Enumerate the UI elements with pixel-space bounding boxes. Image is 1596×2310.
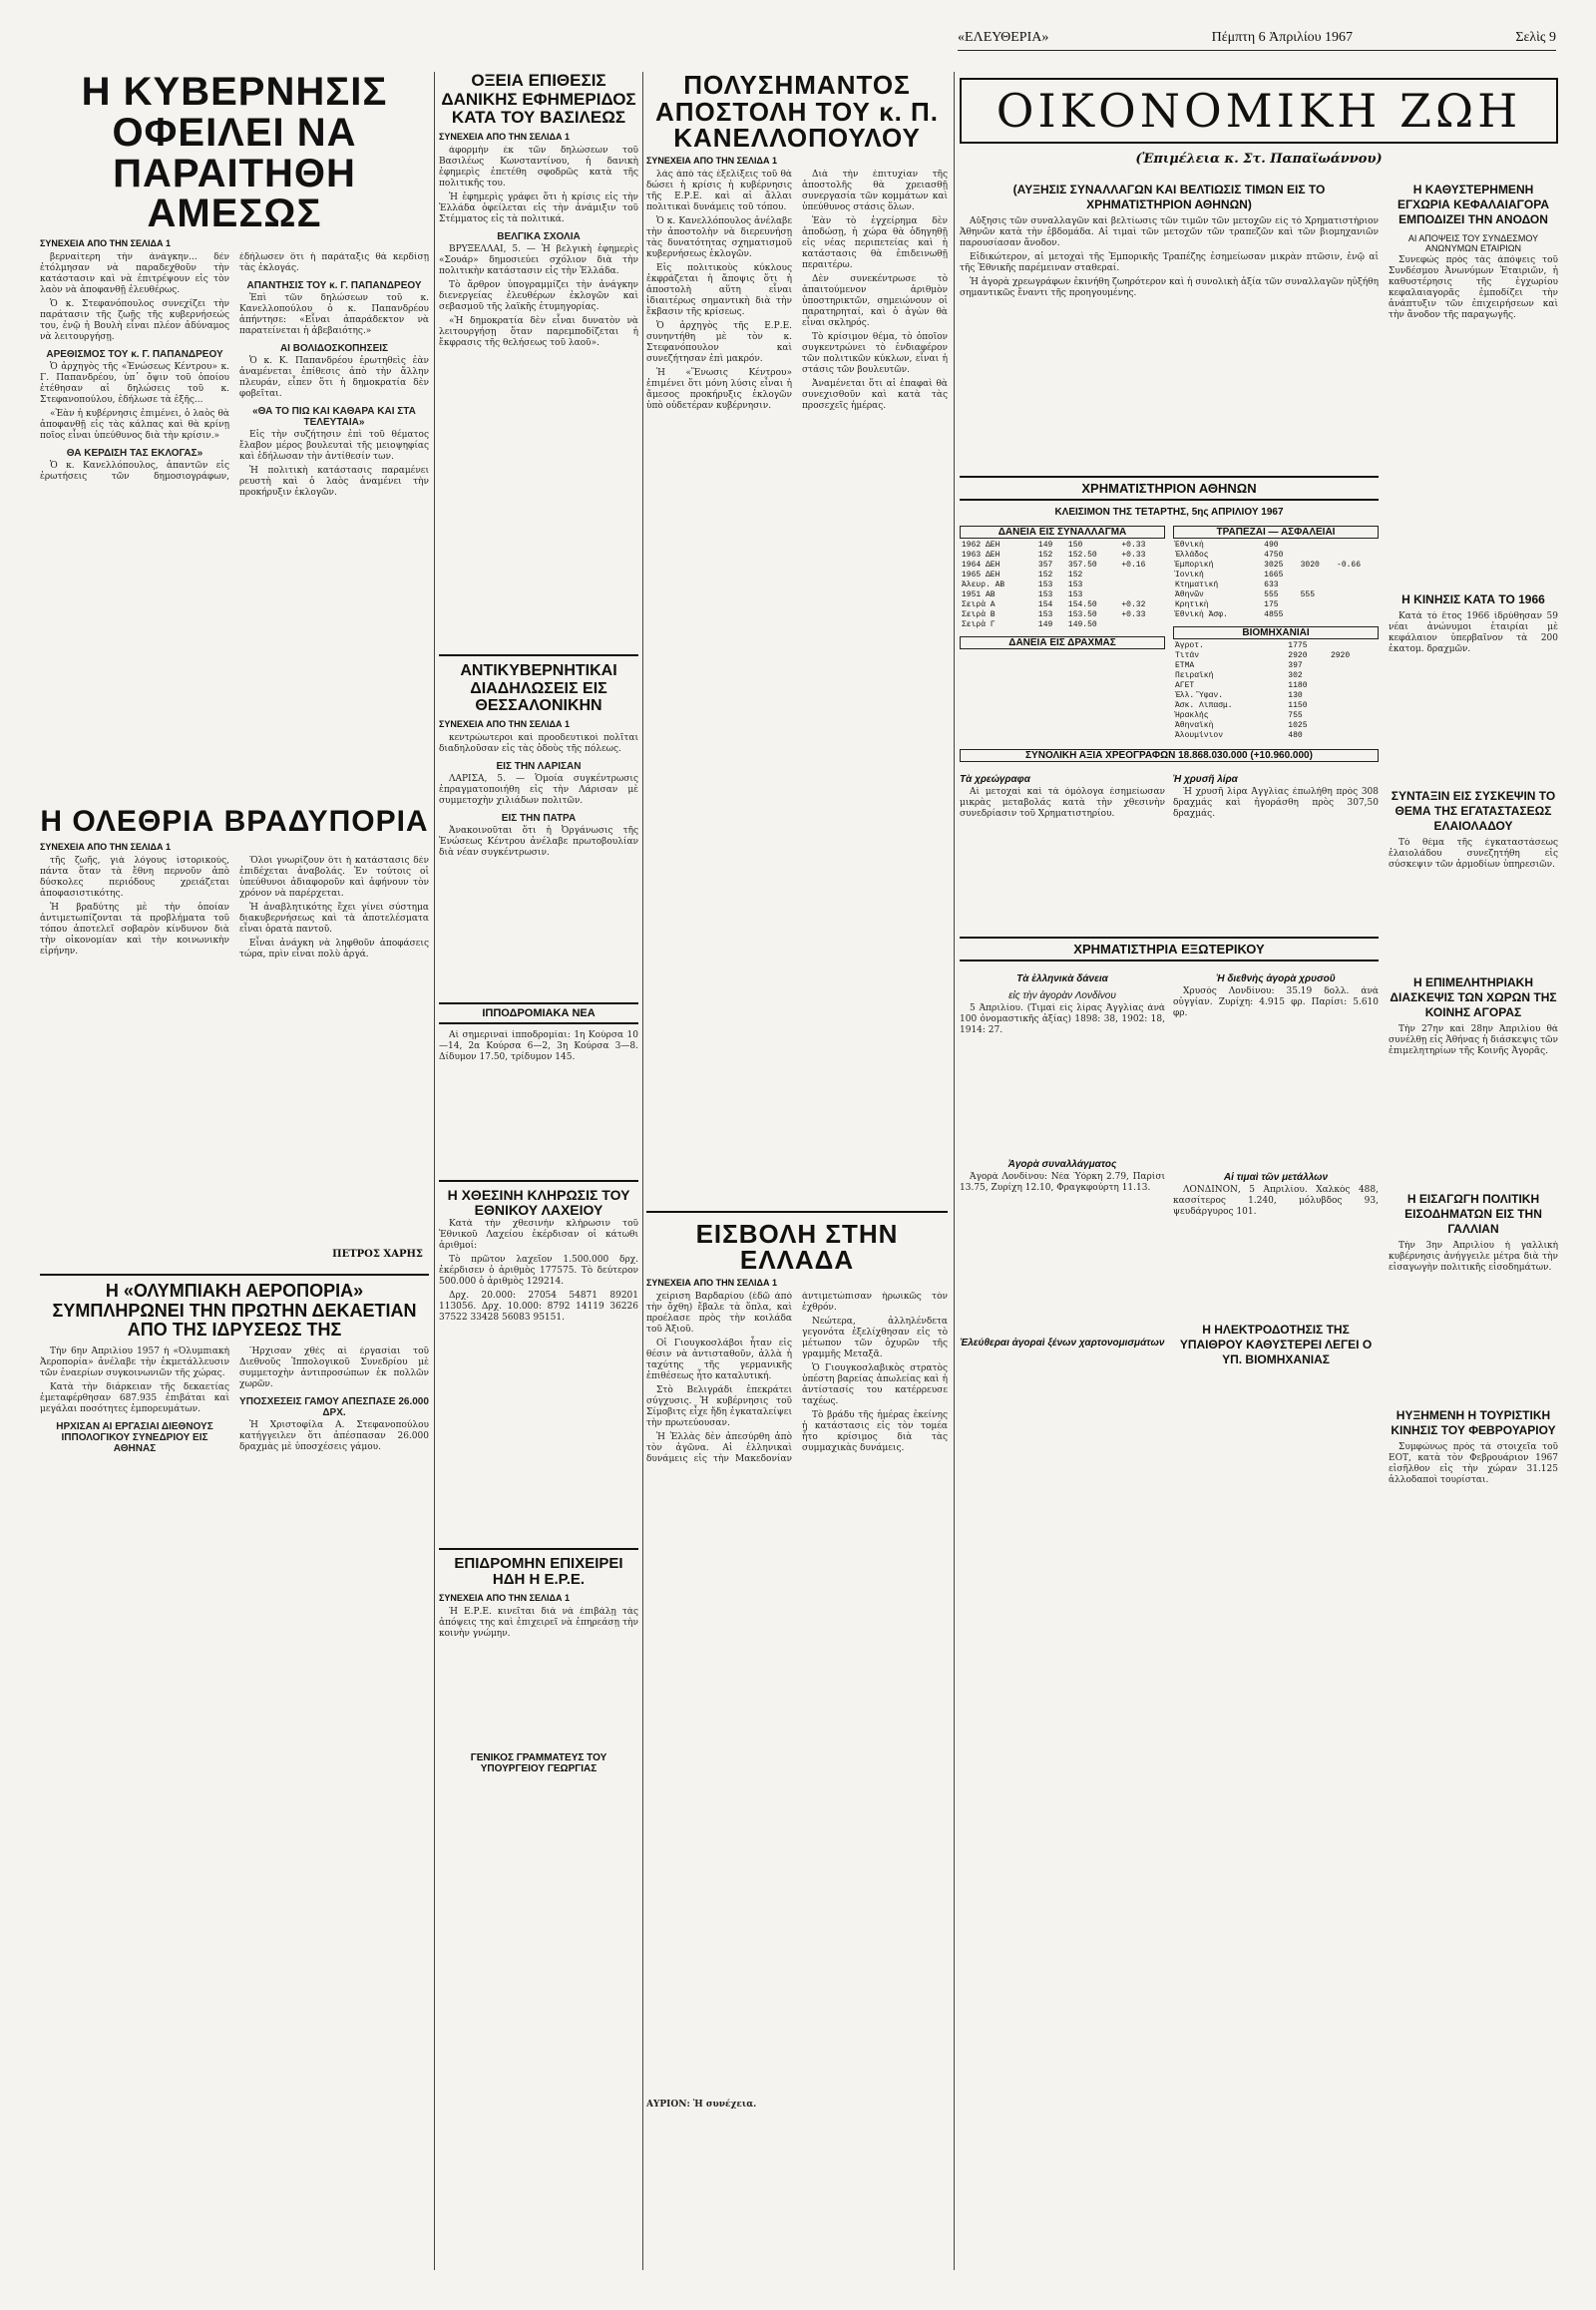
headline-olympic-airways: Η «ΟΛΥΜΠΙΑΚΗ ΑΕΡΟΠΟΡΙΑ» ΣΥΜΠΛΗΡΩΝΕΙ ΤΗΝ ΠΡΩΤΗΝ ΔΕΚΑΕΤΙΑΝ ΑΠΟ ΤΗΣ ΙΔΡΥΣΕΩΣ ΤΗΣ (40, 1274, 429, 1341)
stock-row (1173, 590, 1379, 600)
stock-cell (1299, 541, 1335, 551)
stock-cell: +0.33 (1121, 541, 1146, 550)
stock-cell: 1962 ΔΕΗ (962, 541, 1000, 550)
banks-head: ΤΡΑΠΕΖΑΙ — ΑΣΦΑΛΕΙΑΙ (1173, 526, 1379, 539)
stock-cell: Ἐμπορική (1175, 561, 1214, 570)
section-banner: ΙΠΠΟΔΡΟΜΙΑΚΑ ΝΕΑ (439, 1002, 638, 1024)
stock-cell (1335, 610, 1379, 620)
stock-cell (1329, 711, 1372, 721)
headline-invasion-greece: ΕΙΣΒΟΛΗ ΣΤΗΝ ΕΛΛΑΔΑ (646, 1211, 948, 1274)
side-sub: ΑΙ ΑΠΟΨΕΙΣ ΤΟΥ ΣΥΝΔΕΣΜΟΥ ΑΝΩΝΥΜΩΝ ΕΤΑΙΡΙΩΝ (1407, 233, 1539, 253)
economy-main (960, 175, 1379, 1592)
stock-cell (1372, 661, 1379, 671)
stock-cell: +0.16 (1121, 561, 1146, 570)
continuation-label: ΣΥΝΕΧΕΙΑ ΑΠΟ ΤΗΝ ΣΕΛΙΔΑ 1 (646, 155, 777, 166)
subhead: ΥΠΟΣΧΕΣΕΙΣ ΓΑΜΟΥ ΑΠΕΣΠΑΣΕ 26.000 ΔΡΧ. (239, 1396, 429, 1419)
article-body: Συνεφώς πρὸς τὰς ἀπόψεις τοῦ Συνδέσμου Ἀνωνύμων Ἑταιριῶν, ἡ καθυστέρησις τῆς ἐγχωρίου κεφαλαιαγορᾶς ἐμποδίζει τὴν ἀνάπτυξιν τῶν ἐπιχειρήσεων καὶ τὴν ἄνοδον τῆς παραγωγῆς. (1389, 255, 1558, 320)
stock-row (960, 620, 1165, 630)
stock-cell: 3020 (1300, 561, 1320, 570)
stock-cell (1119, 590, 1165, 600)
free-market-head: Ἐλεύθεραι ἀγοραὶ ξένων χαρτονομισμάτων (960, 1338, 1165, 1348)
stock-row (1173, 571, 1379, 580)
headline-fatal-delay: Η ΟΛΕΘΡΙΑ ΒΡΑΔΥΠΟΡΙΑ (40, 805, 429, 839)
stock-cell: 633 (1264, 580, 1279, 589)
stock-cell: Ἀσκ. Λιπασμ. (1175, 701, 1233, 710)
stock-cell: 149 (1037, 620, 1053, 629)
side-headline: Η ΕΙΣΑΓΩΓΗ ΠΟΛΙΤΙΚΗ ΕΙΣΟΔΗΜΑΤΩΝ ΕΙΣ ΤΗΝ ΓΑΛΛΙΑΝ (1404, 1192, 1542, 1236)
article-body: χείριση Βαρδαρίου (ἐδῶ ἀπὸ τὴν ὄχθη) ἔβαλε τὰ ὅπλα, καὶ προέλασε πρὸς τὴν κοιλάδα τοῦ Ἀξιοῦ. Οἱ Γιουγκοσλάβοι ἦταν εἰς θέσιν νὰ ἀντισταθοῦν, ἀλλὰ ἡ ταχύτης τῆς γερμανικῆς ἐπιθέσεως ἦτο καταλυτική. Στὸ Βελιγράδι ἐπεκράτει σύγχυσις. Ἡ κυβέρνησις τοῦ Σίμοβιτς εἶχε ἤδη ἐγκαταλείψει τὴν πρωτεύουσαν. Ἡ Ἑλλὰς δὲν ἀπεσύρθη ἀπὸ τὸν ἀγῶνα. Αἱ ἑλληνικαὶ δυνάμεις εἰς τὴν Μακεδονίαν ἀντιμετώπισαν ἡρωικῶς τὸν ἐχθρόν. Νεώτερα, ἀλληλένδετα γεγονότα ἐξελίχθησαν εἰς τὸ μέτωπον τῶν ὀχυρῶν τῆς γραμμῆς Μεταξᾶ. Ὁ Γιουγκοσλαβικὸς στρατὸς ὑπέστη βαρείας ἀπωλείας καὶ ἡ ἀντίστασίς του κατέρρευσε ταχέως. Τὸ βράδυ τῆς ἡμέρας ἐκείνης ἡ κατάστασις εἰς τὸν τομέα ἦτο κρίσιμος διὰ τὰς συμμαχικὰς δυνάμεις. (646, 1291, 948, 1464)
stock-row (1173, 701, 1379, 711)
stock-cell (1119, 620, 1165, 630)
stock-cell: 1025 (1288, 721, 1308, 730)
loans-rows (960, 541, 1165, 630)
continuation-label: ΣΥΝΕΧΕΙΑ ΑΠΟ ΤΗΝ ΣΕΛΙΔΑ 1 (646, 1277, 777, 1288)
stock-cell (1335, 590, 1379, 600)
article-body: ΛΟΝΔΙΝΟΝ, 5 Ἀπριλίου. Χαλκὸς 488, κασσίτερος 1.240, μόλυβδος 93, ψευδάργυρος 101. (1173, 1185, 1379, 1217)
stock-row (960, 600, 1165, 610)
stock-cell: 555 (1300, 590, 1315, 599)
stock-cell (1372, 671, 1379, 681)
lead-headline: (ΑΥΞΗΣΙΣ ΣΥΝΑΛΛΑΓΩΝ ΚΑΙ ΒΕΛΤΙΩΣΙΣ ΤΙΜΩΝ ΕΙΣ ΤΟ ΧΡΗΜΑΤΙΣΤΗΡΙΟΝ ΑΘΗΝΩΝ) (1012, 183, 1326, 211)
stock-cell (1372, 731, 1379, 741)
stock-cell (1335, 600, 1379, 610)
headline-government-resign: Η ΚΥΒΕΡΝΗΣΙΣ ΟΦΕΙΛΕΙ ΝΑ ΠΑΡΑΙΤΗΘΗ ΑΜΕΣΩΣ (81, 72, 388, 236)
total-value: ΣΥΝΟΛΙΚΗ ΑΞΙΑ ΧΡΕΟΓΡΑΦΩΝ 18.868.030.000 (+10.960.000) (960, 749, 1379, 762)
issue-date: Πέμπτη 6 Ἀπριλίου 1967 (1211, 30, 1354, 45)
page-number: Σελὶς 9 (1515, 30, 1556, 45)
stock-cell (1329, 691, 1372, 701)
side-headline: ΗΥΞΗΜΕΝΗ Η ΤΟΥΡΙΣΤΙΚΗ ΚΙΝΗΣΙΣ ΤΟΥ ΦΕΒΡΟΥΑΡΙΟΥ (1391, 1408, 1556, 1437)
stock-cell: Ἐθνικὴ (1175, 541, 1204, 550)
column-rule (642, 72, 643, 2270)
stock-cell: Ἀλουμίνιον (1175, 731, 1224, 740)
subhead: ΕΙΣ ΤΗΝ ΠΑΤΡΑ (501, 812, 577, 824)
stock-cell: 357.50 (1067, 561, 1097, 570)
london-head: εἰς τὴν ἀγορὰν Λονδίνου (1008, 990, 1116, 1001)
stock-row (1173, 681, 1379, 691)
stock-cell (1299, 551, 1335, 561)
headline-ere: ΕΠΙΔΡΟΜΗΝ ΕΠΙΧΕΙΡΕΙ ΗΔΗ Η Ε.Ρ.Ε. (439, 1548, 638, 1589)
stock-cell: +0.33 (1121, 551, 1146, 560)
stock-cell (1335, 571, 1379, 580)
stock-cell (1372, 641, 1379, 651)
stock-cell: Ἀγροτ. (1175, 641, 1204, 650)
stock-row (1173, 610, 1379, 620)
stock-cell: 153.50 (1067, 610, 1097, 619)
stock-cell (1329, 721, 1372, 731)
stock-cell: 4750 (1264, 551, 1284, 560)
article-body: Τὸ θέμα τῆς ἐγκαταστάσεως ἐλαιολάδου συνεζητήθη εἰς σύσκεψιν τῶν ἁρμοδίων ὑπηρεσιῶν. (1389, 838, 1558, 870)
stock-cell: 490 (1264, 541, 1279, 550)
stock-cell: 755 (1288, 711, 1303, 720)
stock-cell (1299, 610, 1335, 620)
stock-cell: Ἀθηνῶν (1175, 590, 1204, 599)
stock-exchange-sub: ΚΛΕΙΣΙΜΟΝ ΤΗΣ ΤΕΤΑΡΤΗΣ, 5ης ΑΠΡΙΛΙΟΥ 1967 (1054, 507, 1284, 518)
column-kanellopoulos (646, 72, 948, 2266)
side-headline: Η ΚΙΝΗΣΙΣ ΚΑΤΑ ΤΟ 1966 (1401, 592, 1545, 606)
stock-cell: 152.50 (1067, 551, 1097, 560)
subhead: ΕΙΣ ΤΗΝ ΛΑΡΙΣΑΝ (496, 760, 582, 772)
stock-cell: Ἀλευρ. ΑΒ (962, 580, 1005, 589)
stock-cell: 153 (1037, 610, 1053, 619)
side-headline: Η ΚΑΘΥΣΤΕΡΗΜΕΝΗ ΕΓΧΩΡΙΑ ΚΕΦΑΛΑΙΑΓΟΡΑ ΕΜΠΟΔΙΖΕΙ ΤΗΝ ΑΝΟΔΟΝ (1396, 183, 1550, 226)
industry-rows (1173, 641, 1379, 741)
article-body: Αὔξησις τῶν συναλλαγῶν καὶ βελτίωσις τῶν τιμῶν τῶν μετοχῶν εἰς τὸ Χρηματιστήριον Ἀθηνῶν κατὰ τὴν ἑβδομάδα. Αἱ τιμαὶ τῶν μετοχῶν τῶν τραπεζῶν καὶ τῶν βιομηχανιῶν παρουσίασαν ἄνοδον. Εἰδικώτερον, αἱ μετοχαὶ τῆς Ἐμπορικῆς Τραπέζης ἐσημείωσαν μικρὰν πτῶσιν, ἐνῷ αἱ τῆς Ἐθνικῆς παρέμειναν σταθεραί. Ἡ ἀγορὰ χρεωγράφων ἐκινήθη ζωηρότερον καὶ ἡ συνολικὴ ἀξία τῶν συναλλαγῶν ηὐξήθη σημαντικῶς ἔναντι τῆς προηγουμένης. (960, 216, 1379, 298)
stock-cell: Ἐθνικὴ Ἀσφ. (1175, 610, 1228, 619)
stock-row (960, 571, 1165, 580)
continuation-label: ΣΥΝΕΧΕΙΑ ΑΠΟ ΤΗΝ ΣΕΛΙΔΑ 1 (439, 132, 570, 143)
subhead: ΑΙ ΒΟΛΙΔΟΣΚΟΠΗΣΕΙΣ (279, 343, 389, 355)
stock-cell: 152 (1067, 571, 1083, 579)
stock-cell: 130 (1288, 691, 1303, 700)
article-body: κεντρώωτεροι καὶ προοδευτικοὶ πολῖται διαδηλοῦσαν εἰς τὰς ὁδοὺς τῆς πόλεως. ΕΙΣ ΤΗΝ ΛΑΡΙΣΑΝ ΛΑΡΙΣΑ, 5. — Ὁμοία συγκέντρωσις ἐπραγματοποιήθη εἰς τὴν Λάρισαν μὲ συμμετοχὴν χιλιάδων πολιτῶν. ΕΙΣ ΤΗΝ ΠΑΤΡΑ Ἀνακοινοῦται ὅτι ἡ Ὀργάνωσις τῆς Ἑνώσεως Κέντρου ἀνέλαβε πρωτοβουλίαν διὰ νέαν συγκέντρωσιν. (439, 732, 638, 858)
stock-cell: 1964 ΔΕΗ (962, 561, 1000, 570)
stock-cell: 154 (1037, 600, 1053, 609)
side-headline: Η ΕΠΙΜΕΛΗΤΗΡΙΑΚΗ ΔΙΑΣΚΕΨΙΣ ΤΩΝ ΧΩΡΩΝ ΤΗΣ ΚΟΙΝΗΣ ΑΓΟΡΑΣ (1390, 975, 1557, 1019)
power-headline: Η ΗΛΕΚΤΡΟΔΟΤΗΣΙΣ ΤΗΣ ΥΠΑΙΘΡΟΥ ΚΑΘΥΣΤΕΡΕΙ ΛΕΓΕΙ Ο ΥΠ. ΒΙΟΜΗΧΑΝΙΑΣ (1179, 1323, 1373, 1366)
stock-cell (1329, 661, 1372, 671)
stock-cell: 152 (1037, 551, 1053, 560)
article-body: Κατὰ τὸ ἔτος 1966 ἱδρύθησαν 59 νέαι ἀνώνυμοι ἑταιρίαι μὲ κεφάλαιον ὑπερβαῖνον τὰ 200 ἑκατομ. δραχμῶν. (1389, 611, 1558, 654)
stock-row (1173, 721, 1379, 731)
banks-table (1173, 520, 1379, 741)
stock-cell: +0.33 (1121, 610, 1146, 619)
continuation-label: ΣΥΝΕΧΕΙΑ ΑΠΟ ΤΗΝ ΣΕΛΙΔΑ 1 (439, 718, 570, 729)
stock-cell: Ἰονική (1175, 571, 1204, 579)
stock-cell (1119, 571, 1165, 580)
column-rule (954, 72, 955, 2270)
continuation-label: ΣΥΝΕΧΕΙΑ ΑΠΟ ΤΗΝ ΣΕΛΙΔΑ 1 (40, 238, 171, 249)
economy-side (1389, 175, 1558, 1592)
stock-cell: Σειρὰ Γ (962, 620, 996, 629)
stock-row (960, 541, 1165, 551)
bonds-head: Τὰ χρεώγραφα (960, 774, 1030, 785)
stock-row (1173, 551, 1379, 561)
stock-cell: 1965 ΔΕΗ (962, 571, 1000, 579)
stock-cell: 3025 (1264, 561, 1284, 570)
stock-cell (1335, 551, 1379, 561)
stock-cell: 149 (1037, 541, 1053, 550)
stock-cell: 397 (1288, 661, 1303, 670)
stock-row (1173, 671, 1379, 681)
loans-head: ΔΑΝΕΙΑ ΕΙΣ ΣΥΝΑΛΛΑΓΜΑ (960, 526, 1165, 539)
stock-cell: 1775 (1288, 641, 1308, 650)
article-body: Τὴν 6ην Ἀπριλίου 1957 ἡ «Ὀλυμπιακὴ Ἀεροπορία» ἀνέλαβε τὴν ἐκμετάλλευσιν τῶν ἐναερίων συγκοινωνιῶν τῆς χώρας. Κατὰ τὴν διάρκειαν τῆς δεκαετίας ἐμεταφέρθησαν 687.935 ἐπιβάται καὶ μεγάλαι ποσότητες ἐμπορευμάτων. ΗΡΧΙΣΑΝ ΑΙ ΕΡΓΑΣΙΑΙ ΔΙΕΘΝΟΥΣ ΙΠΠΟΛΟΓΙΚΟΥ ΣΥΝΕΔΡΙΟΥ ΕΙΣ ΑΘΗΝΑΣ Ἤρχισαν χθὲς αἱ ἐργασίαι τοῦ Διεθνοῦς Ἱππολογικοῦ Συνεδρίου μὲ συμμετοχὴν ἀντιπροσώπων ἐκ πολλῶν χωρῶν. ΥΠΟΣΧΕΣΕΙΣ ΓΑΜΟΥ ΑΠΕΣΠΑΣΕ 26.000 ΔΡΧ. Ἡ Χριστοφίλα Α. Στεφανοπούλου κατήγγειλεν ὅτι ἀπέσπασαν 26.000 δραχμὰς μὲ ὑποσχέσεις γάμου. (40, 1347, 429, 1455)
subhead: «ΘΑ ΤΟ ΠΙΩ ΚΑΙ ΚΑΘΑΡΑ ΚΑΙ ΣΤΑ ΤΕΛΕΥΤΑΙΑ» (252, 406, 416, 429)
headline-demonstrations: ΑΝΤΙΚΥΒΕΡΝΗΤΙΚΑΙ ΔΙΑΔΗΛΩΣΕΙΣ ΕΙΣ ΘΕΣΣΑΛΟΝΙΚΗΝ (439, 654, 638, 715)
stock-row (1173, 580, 1379, 590)
stock-row (1173, 691, 1379, 701)
drachma-head: ΔΑΝΕΙΑ ΕΙΣ ΔΡΑΧΜΑΣ (960, 636, 1165, 649)
stock-cell: 149.50 (1067, 620, 1097, 629)
gold-head: Ἡ χρυσῆ λίρα (1173, 774, 1238, 785)
stock-cell: Ἀθηναϊκὴ (1175, 721, 1214, 730)
subhead: ΓΕΝΙΚΟΣ ΓΡΑΜΜΑΤΕΥΣ ΤΟΥ ΥΠΟΥΡΓΕΙΟΥ ΓΕΩΡΓΙΑΣ (470, 1751, 607, 1774)
stock-row (1173, 731, 1379, 741)
column-news (439, 72, 638, 2266)
stock-row (1173, 541, 1379, 551)
article-body: Κατὰ τὴν χθεσινὴν κλήρωσιν τοῦ Ἐθνικοῦ Λαχείου ἐκέρδισαν οἱ κάτωθι ἀριθμοί: Τὸ πρῶτον λαχεῖον 1.500.000 δρχ. ἐκέρδισεν ὁ ἀριθμὸς 177575. Τὸ δεύτερον 500.000 ὁ ἀριθμὸς 129214. Δρχ. 20.000: 27054 54871 89201 113056. Δρχ. 10.000: 8792 14119 36226 37522 33428 56083 95151. (439, 1218, 638, 1323)
article-body: Χρυσὸς Λονδίνου: 35.19 δολλ. ἀνὰ οὐγγίαν. Ζυρίχη: 4.915 φρ. Παρίσι: 5.610 φρ. (1173, 986, 1379, 1018)
article-body: Αἱ σημεριναὶ ἱπποδρομίαι: 1η Κούρσα 10—14, 2α Κούρσα 6—2, 3η Κούρσα 3—8. Δίδυμον 17.50, τρίδυμον 145. (439, 1029, 638, 1062)
stock-cell: Κρητικὴ (1175, 600, 1209, 609)
stock-cell (1119, 580, 1165, 590)
stock-cell: 357 (1037, 561, 1053, 570)
stock-cell: Τιτάν (1175, 651, 1200, 660)
stock-exchange-head: ΧΡΗΜΑΤΙΣΤΗΡΙΟΝ ΑΘΗΝΩΝ (960, 476, 1379, 501)
stock-cell (1329, 731, 1372, 741)
stock-cell (1329, 701, 1372, 711)
stock-row (960, 561, 1165, 571)
stock-cell: 302 (1288, 671, 1303, 680)
stock-cell: 154.50 (1067, 600, 1097, 609)
stock-row (960, 580, 1165, 590)
subhead: ΒΕΛΓΙΚΑ ΣΧΟΛΙΑ (497, 231, 581, 243)
gold-market-head: Ἡ διεθνὴς ἀγορὰ χρυσοῦ (1216, 973, 1336, 984)
banks-rows (1173, 541, 1379, 620)
stock-cell: 1951 ΑΒ (962, 590, 996, 599)
stock-cell (1372, 721, 1379, 731)
headline-lottery: Η ΧΘΕΣΙΝΗ ΚΛΗΡΩΣΙΣ ΤΟΥ ΕΘΝΙΚΟΥ ΛΑΧΕΙΟΥ (439, 1180, 638, 1219)
stock-cell: 150 (1067, 541, 1083, 550)
metals-head: Αἱ τιμαὶ τῶν μετάλλων (1223, 1172, 1329, 1183)
section-title-economy: ΟΙΚΟΝΟΜΙΚΗ ΖΩΗ (960, 78, 1558, 144)
headline-kanellopoulos-mission: ΠΟΛΥΣΗΜΑΝΤΟΣ ΑΠΟΣΤΟΛΗ ΤΟΥ κ. Π. ΚΑΝΕΛΛΟΠΟΥΛΟΥ (654, 72, 940, 154)
article-body: Ἡ χρυσῆ λίρα Ἀγγλίας ἐπωλήθη πρὸς 308 δραχμάς καὶ ἠγοράσθη πρὸς 307,50 δραχμάς. (1173, 787, 1379, 819)
article-body: ἀφορμὴν ἐκ τῶν δηλώσεων τοῦ Βασιλέως Κωνσταντίνου, ἡ δανικὴ ἐφημερὶς ἐπετέθη σφοδρῶς κατὰ τῆς πολιτικῆς του. Ἡ ἐφημερὶς γράφει ὅτι ἡ κρίσις εἰς τὴν Ἑλλάδα ὀφείλεται εἰς τὴν ἀνάμιξιν τοῦ Στέμματος εἰς τὰ πολιτικά. ΒΕΛΓΙΚΑ ΣΧΟΛΙΑ ΒΡΥΞΕΛΛΑΙ, 5. — Ἡ βελγικὴ ἐφημερὶς «Σουάρ» δημοσιεύει σχόλιον διὰ τὴν πολιτικὴν κατάστασιν εἰς τὴν Ἑλλάδα. Τὸ ἄρθρον ὑπογραμμίζει τὴν ἀνάγκην διενεργείας ἐλευθέρων ἐκλογῶν καὶ σεβασμοῦ τῆς λαϊκῆς ἐτυμηγορίας. «Ἡ δημοκρατία δὲν εἶναι δυνατὸν νὰ λειτουργήσῃ ὅταν παρεμποδίζεται ἡ ἔκφρασις τῆς θελήσεως τοῦ λαοῦ». (439, 146, 638, 349)
stock-cell: Πειραϊκή (1175, 671, 1214, 680)
stock-cell: 152 (1037, 571, 1053, 579)
column-rule (434, 72, 435, 2270)
stock-cell (1299, 571, 1335, 580)
stock-cell (1329, 681, 1372, 691)
stock-cell (1372, 651, 1379, 661)
subhead: ΑΠΑΝΤΗΣΙΣ ΤΟΥ κ. Γ. ΠΑΠΑΝΔΡΕΟΥ (246, 280, 422, 292)
side-headline: ΣΥΝΤΑΞΙΝ ΕΙΣ ΣΥΣΚΕΨΙΝ ΤΟ ΘΕΜΑ ΤΗΣ ΕΓΑΤΑΣΤΑΣΕΩΣ ΕΛΑΙΟΛΑΔΟΥ (1391, 789, 1556, 833)
stock-row (1173, 641, 1379, 651)
stock-row (960, 610, 1165, 620)
stock-cell: 1180 (1288, 681, 1308, 690)
stock-cell: 480 (1288, 731, 1303, 740)
stock-row (960, 590, 1165, 600)
stock-row (960, 551, 1165, 561)
stock-cell: 4855 (1264, 610, 1284, 619)
article-body: Τὴν 3ην Ἀπριλίου ἡ γαλλικὴ κυβέρνησις ἀνήγγειλε μέτρα διὰ τὴν εἰσαγωγὴν πολιτικῆς εἰσοδημάτων. (1389, 1241, 1558, 1273)
stock-cell (1299, 580, 1335, 590)
stock-cell (1372, 701, 1379, 711)
paper-name: «ΕΛΕΥΘΕΡΙΑ» (958, 30, 1049, 45)
foreign-markets-head: ΧΡΗΜΑΤΙΣΤΗΡΙΑ ΕΞΩΤΕΡΙΚΟΥ (960, 937, 1379, 962)
continuation-note: ΑΥΡΙΟΝ: Ἡ συνέχεια. (646, 2099, 757, 2110)
section-editor: (Ἐπιμέλεια κ. Στ. Παπαϊωάννου) (1135, 152, 1383, 167)
stock-cell: 153 (1037, 590, 1053, 599)
author-signature: ΠΕΤΡΟΣ ΧΑΡΗΣ (332, 1248, 423, 1260)
continuation-label: ΣΥΝΕΧΕΙΑ ΑΠΟ ΤΗΝ ΣΕΛΙΔΑ 1 (40, 841, 171, 852)
headline-danish-attack: ΟΞΕΙΑ ΕΠΙΘΕΣΙΣ ΔΑΝΙΚΗΣ ΕΦΗΜΕΡΙΔΟΣ ΚΑΤΑ ΤΟΥ ΒΑΣΙΛΕΩΣ (441, 72, 636, 128)
stock-cell: 1963 ΔΕΗ (962, 551, 1000, 560)
article-body: λάς ἀπὸ τὰς ἐξελίξεις τοῦ θὰ δώσει ἡ κρίσις ἡ κυβέρνησις τῆς Ε.Ρ.Ε. καὶ αἱ ἄλλαι πολιτικαὶ δυνάμεις τοῦ τόπου. Ὁ κ. Κανελλόπουλος ἀνέλαβε τὴν ἀποστολὴν νὰ διερευνήσῃ τὰς δυνατότητας σχηματισμοῦ κυβερνήσεως ἐκλογῶν. Εἰς πολιτικοὺς κύκλους ἐκφράζεται ἡ ἄποψις ὅτι ἡ ἀποστολὴ αὕτη εἶναι ἰδιαιτέρως σημαντικὴ διὰ τὴν ἔκβασιν τῆς κρίσεως. Ὁ ἀρχηγὸς τῆς Ε.Ρ.Ε. συνηντήθη μὲ τὸν κ. Στεφανόπουλον καὶ συνεζήτησαν ἐπὶ μακρόν. Ἡ «Ἕνωσις Κέντρου» ἐπιμένει ὅτι μόνη λύσις εἶναι ἡ ἄμεσος προκήρυξις ἐκλογῶν ὑπὸ οὐδετέραν κυβέρνησιν. Διὰ τὴν ἐπιτυχίαν τῆς ἀποστολῆς θὰ χρειασθῇ συνεργασία τῶν κομμάτων καὶ ὑπεύθυνος στάσις ὅλων. Ἐὰν τὸ ἐγχείρημα δὲν ἀποδώσῃ, ἡ χώρα θὰ ὁδηγηθῇ εἰς νέας περιπετείας καὶ ἡ κατάστασις θὰ ἐπιδεινωθῇ περαιτέρω. Δὲν συνεκέντρωσε τὸ ἀπαιτούμενον ἀριθμὸν ὑποστηρικτῶν, σημειώνουν οἱ παρατηρηταί, καὶ ὁ ἀγὼν θὰ εἶναι σκληρός. Τὸ κρίσιμον θέμα, τὸ ὁποῖον συγκεντρώνει τὸ ἐνδιαφέρον τῶν πολιτικῶν κύκλων, εἶναι ἡ στάσις τῶν βουλευτῶν. Ἀναμένεται ὅτι αἱ ἐπαφαὶ θὰ συνεχισθοῦν καὶ κατὰ τὰς προσεχεῖς ἡμέρας. (646, 169, 948, 411)
stock-row (1173, 600, 1379, 610)
stock-cell: Ἑλλάδος (1175, 551, 1209, 560)
stock-cell: 153 (1067, 580, 1083, 589)
stock-row (1173, 651, 1379, 661)
stock-cell (1372, 691, 1379, 701)
stock-cell (1299, 600, 1335, 610)
article-body: τῆς ζωῆς, γιὰ λόγους ἱστορικούς, πάντα ὅταν τὰ ἔθνη περνοῦν ἀπὸ δύσκολες περιόδους χρειάζεται ἀποφασιστικότης. Ἡ βραδύτης μὲ τὴν ὁποίαν ἀντιμετωπίζονται τὰ προβλήματα τοῦ τόπου ἀποτελεῖ σοβαρὸν κίνδυνον διὰ τὴν οἰκονομίαν καὶ τὴν κοινωνικὴν εἰρήνην. Ὅλοι γνωρίζουν ὅτι ἡ κατάστασις δὲν ἐπιδέχεται ἀναβολάς. Ἐν τούτοις οἱ ὑπεύθυνοι ἀδιαφοροῦν καὶ ἀφήνουν τὸν χρόνον νὰ παρέρχεται. Ἡ ἀναβλητικότης ἔχει γίνει σύστημα διακυβερνήσεως καὶ τὰ ἀποτελέσματα εἶναι ὁρατὰ παντοῦ. Εἶναι ἀνάγκη νὰ ληφθοῦν ἀποφάσεις τώρα, πρὶν εἶναι πολὺ ἀργά. (40, 855, 429, 960)
stock-cell: 1665 (1264, 571, 1284, 579)
stock-cell (1329, 641, 1372, 651)
column-politics (40, 72, 429, 2266)
stock-cell (1372, 681, 1379, 691)
stock-cell: Ἡρακλής (1175, 711, 1209, 720)
subhead: ΘΑ ΚΕΡΔΙΣΗ ΤΑΣ ΕΚΛΟΓΑΣ» (66, 448, 203, 460)
stock-row (1173, 561, 1379, 571)
article-body: βερναίτερη τὴν ἀνάγκην... δὲν ἐτόλμησαν νὰ παραδεχθοῦν τὴν κατάστασιν καὶ νὰ ἐπιτρέψουν εἰς τὸν λαὸν νὰ ἀποφανθῇ ἐλευθέρως. Ὁ κ. Στεφανόπουλος συνεχίζει τὴν παράτασιν τῆς ζωῆς τῆς κυβερνήσεώς του, ἐνῷ ἡ Βουλὴ εἶναι πλέον ἀδύναμος νὰ λειτουργήσῃ. ΑΡΕΘΙΣΜΟΣ ΤΟΥ κ. Γ. ΠΑΠΑΝΔΡΕΟΥ Ὁ ἀρχηγὸς τῆς «Ἑνώσεως Κέντρου» κ. Γ. Παπανδρέου, ὑπ᾽ ὄψιν τοῦ ὁποίου ἐτέθησαν αἱ δηλώσεις τοῦ κ. Στεφανοπούλου, ἐδήλωσε τὰ ἑξῆς... «Ἐὰν ἡ κυβέρνησις ἐπιμένει, ὁ λαὸς θὰ ἀποφανθῇ εἰς τὰς κάλπας καὶ θὰ κρίνῃ ποῖος εἶναι ὑπεύθυνος διὰ τὴν κρίσιν.» ΘΑ ΚΕΡΔΙΣΗ ΤΑΣ ΕΚΛΟΓΑΣ» Ὁ κ. Κανελλόπουλος, ἀπαντῶν εἰς ἐρωτήσεις τῶν δημοσιογράφων, ἐδήλωσεν ὅτι ἡ παράταξις θὰ κερδίσῃ τὰς ἐκλογάς. ΑΠΑΝΤΗΣΙΣ ΤΟΥ κ. Γ. ΠΑΠΑΝΔΡΕΟΥ Ἐπὶ τῶν δηλώσεων τοῦ κ. Κανελλοπούλου ὁ κ. Παπανδρέου ἀπήντησε: «Εἶναι ἀπαράδεκτον νὰ παρατείνεται ἡ ἀβεβαιότης.» ΑΙ ΒΟΛΙΔΟΣΚΟΠΗΣΕΙΣ Ὁ κ. Κ. Παπανδρέου ἐρωτηθεὶς ἐὰν ἀναμένεται ἐπίθεσις ἀπὸ τὴν ἄλλην πλευράν, εἶπεν ὅτι ἡ δημοκρατία δὲν φοβεῖται. «ΘΑ ΤΟ ΠΙΩ ΚΑΙ ΚΑΘΑΡΑ ΚΑΙ ΣΤΑ ΤΕΛΕΥΤΑΙΑ» Εἰς τὴν συζήτησιν ἐπὶ τοῦ θέματος ἔλαβον μέρος βουλευταὶ τῆς μειοψηφίας καὶ ἐδήλωσαν τὴν ἀντίθεσίν των. Ἡ πολιτικὴ κατάστασις παραμένει ρευστὴ καὶ ὁ λαὸς ἀναμένει τὴν προκήρυξιν ἐκλογῶν. (40, 252, 429, 499)
stock-cell: +0.32 (1121, 600, 1146, 609)
masthead (958, 30, 1556, 51)
stock-cell: 2920 (1330, 651, 1351, 660)
article-body: Αἱ μετοχαὶ καὶ τὰ ὁμόλογα ἐσημείωσαν μικρὰς μεταβολάς κατὰ τὴν χθεσινὴν συνεδρίασιν τοῦ Χρηματιστηρίου. (960, 787, 1165, 819)
fx-market-head: Ἀγορὰ συναλλάγματος (1007, 1159, 1117, 1170)
stock-cell (1372, 711, 1379, 721)
subhead: ΑΡΕΘΙΣΜΟΣ ΤΟΥ κ. Γ. ΠΑΠΑΝΔΡΕΟΥ (46, 349, 223, 361)
stock-cell: Κτηματική (1175, 580, 1219, 589)
stock-cell: Σειρὰ Β (962, 610, 996, 619)
article-body: 5 Ἀπριλίου. (Τιμαὶ εἰς λίρας Ἀγγλίας ἀνὰ 100 ὀνομαστικῆς ἀξίας) 1898: 38, 1902: 18, 1914: 27. (960, 1003, 1165, 1035)
article-body: Ἀγορὰ Λονδίνου: Νέα Ὑόρκη 2.79, Παρίσι 13.75, Ζυρίχη 12.10, Φραγκφούρτη 11.13. (960, 1172, 1165, 1193)
stock-row (1173, 661, 1379, 671)
stock-cell (1335, 580, 1379, 590)
stock-cell (1335, 541, 1379, 551)
subhead: ΗΡΧΙΣΑΝ ΑΙ ΕΡΓΑΣΙΑΙ ΔΙΕΘΝΟΥΣ ΙΠΠΟΛΟΓΙΚΟΥ ΣΥΝΕΔΡΙΟΥ ΕΙΣ ΑΘΗΝΑΣ (56, 1421, 213, 1455)
stock-cell: Ἑλλ. Ὕφαν. (1175, 691, 1224, 700)
continuation-label: ΣΥΝΕΧΕΙΑ ΑΠΟ ΤΗΝ ΣΕΛΙΔΑ 1 (439, 1592, 570, 1603)
stock-cell: 1150 (1288, 701, 1308, 710)
loans-table (960, 520, 1165, 741)
stock-cell: ΑΓΕΤ (1175, 681, 1195, 690)
industry-head: ΒΙΟΜΗΧΑΝΙΑΙ (1173, 626, 1379, 639)
stock-cell: 153 (1037, 580, 1053, 589)
stock-cell: Σειρὰ Α (962, 600, 996, 609)
stock-cell (1329, 671, 1372, 681)
stock-cell: 175 (1264, 600, 1279, 609)
article-body: Τὴν 27ην καὶ 28ην Ἀπριλίου θὰ συνέλθῃ εἰς Ἀθήνας ἡ διάσκεψις τῶν ἐπιμελητηρίων τῆς Κοινῆς Ἀγορᾶς. (1389, 1024, 1558, 1056)
stock-cell: 555 (1264, 590, 1279, 599)
article-body: Ἡ Ε.Ρ.Ε. κινεῖται διὰ νὰ ἐπιβάλῃ τὰς ἀπόψεις της καὶ ἐπιχειρεῖ νὰ ἐπηρεάσῃ τὴν κοινὴν γνώμην. (439, 1606, 638, 1639)
stock-cell: -0.66 (1337, 561, 1362, 570)
stock-cell: 2920 (1288, 651, 1308, 660)
stock-cell: ΕΤΜΑ (1175, 661, 1195, 670)
stock-row (1173, 711, 1379, 721)
greek-loans-head: Τὰ ἑλληνικὰ δάνεια (1016, 973, 1108, 984)
column-economy (960, 72, 1558, 2266)
stock-cell: 153 (1067, 590, 1083, 599)
article-body: Συμφώνως πρὸς τὰ στοιχεῖα τοῦ ΕΟΤ, κατὰ τὸν Φεβρουάριον 1967 εἰσῆλθον εἰς τὴν χώραν 31.125 ἀλλοδαποὶ τουρίσται. (1389, 1442, 1558, 1485)
